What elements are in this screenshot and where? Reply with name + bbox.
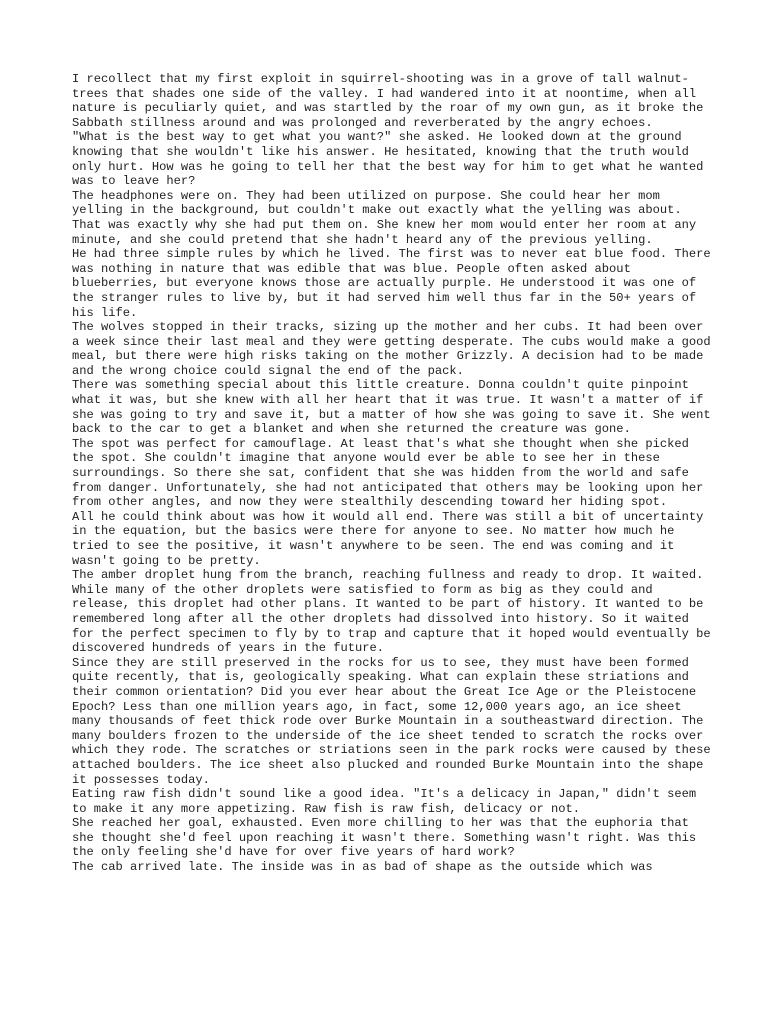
paragraph: There was something special about this little creature. Donna couldn't quite pinpoint what it was, but she knew with all her heart that it was true. It wasn't a matter of if she was going to try and save it, but a matter of how she was going to save it. She went back to the car to get a blanket and when she returned the creature was gone.	[72, 378, 711, 437]
paragraph: The cab arrived late. The inside was in as bad of shape as the outside which was	[72, 860, 653, 875]
paragraph: The amber droplet hung from the branch, reaching fullness and ready to drop. It waited. While many of the other droplets were satisfied to form as big as they could and release, this droplet had other plans. It wanted to be part of history. It wanted to be remembered long after all the other droplets had dissolved into history. So it waited for the perfect specimen to fly by to trap and capture that it hoped would eventually be discovered hundreds of years in the future.	[72, 568, 711, 656]
paragraph: Since they are still preserved in the rocks for us to see, they must have been formed quite recently, that is, geologically speaking. What can explain these striations and their common orientation? Did you ever hear about the Great Ice Age or the Pleistocene Epoch? Less than one million years ago, in fact, some 12,000 years ago, an ice sheet many thousands of feet thick rode over Burke Mountain in a southeastward direction. The many boulders frozen to the underside of the ice sheet tended to scratch the rocks over which they rode. The scratches or striations seen in the park rocks were caused by these attached boulders. The ice sheet also plucked and rounded Burke Mountain into the shape it possesses today.	[72, 655, 711, 787]
paragraph: I recollect that my first exploit in squirrel-shooting was in a grove of tall walnut-trees that shades one side of the valley. I had wandered into it at noontime, when all nature is peculiarly quiet, and was startled by the roar of my own gun, as it broke the Sabbath stillness around and was prolonged and reverberated by the angry echoes.	[72, 72, 704, 130]
document-page	[72, 72, 712, 875]
paragraph: The headphones were on. They had been utilized on purpose. She could hear her mom yelling in the background, but couldn't make out exactly what the yelling was about. That was exactly why she had put them on. She knew her mom would enter her room at any minute, and she could pretend that she hadn't heard any of the previous yelling.	[72, 188, 697, 247]
paragraph: Eating raw fish didn't sound like a good idea. "It's a delicacy in Japan," didn't seem to make it any more appetizing. Raw fish is raw fish, delicacy or not.	[72, 787, 697, 816]
paragraph: All he could think about was how it would all end. There was still a bit of uncertainty in the equation, but the basics were there for anyone to see. No matter how much he tried to see the positive, it wasn't anywhere to be seen. The end was coming and it wasn't going to be pretty.	[72, 509, 704, 568]
paragraph: She reached her goal, exhausted. Even more chilling to her was that the euphoria that she thought she'd feel upon reaching it wasn't there. Something wasn't right. Was this the only feeling she'd have for over five years of hard work?	[72, 816, 697, 860]
paragraph: The spot was perfect for camouflage. At least that's what she thought when she picked the spot. She couldn't imagine that anyone would ever be able to see her in these surroundings. So there she sat, confident that she was hidden from the world and safe from danger. Unfortunately, she had not anticipated that others may be looking upon her from other angles, and now they were stealthily descending toward her hiding spot.	[72, 436, 704, 510]
paragraph: He had three simple rules by which he lived. The first was to never eat blue food. There was nothing in nature that was edible that was blue. People often asked about blueberries, but everyone knows those are actually purple. He understood it was one of the stranger rules to live by, but it had served him well thus far in the 50+ years of his life.	[72, 247, 711, 320]
paragraph: "What is the best way to get what you want?" she asked. He looked down at the ground knowing that she wouldn't like his answer. He hesitated, knowing that the truth would only hurt. How was he going to tell her that the best way for him to get what he wanted was to leave her?	[72, 130, 704, 189]
paragraph: The wolves stopped in their tracks, sizing up the mother and her cubs. It had been over a week since their last meal and they were getting desperate. The cubs would make a good meal, but there were high risks taking on the mother Grizzly. A decision had to be made and the wrong choice could signal the end of the pack.	[72, 320, 711, 378]
